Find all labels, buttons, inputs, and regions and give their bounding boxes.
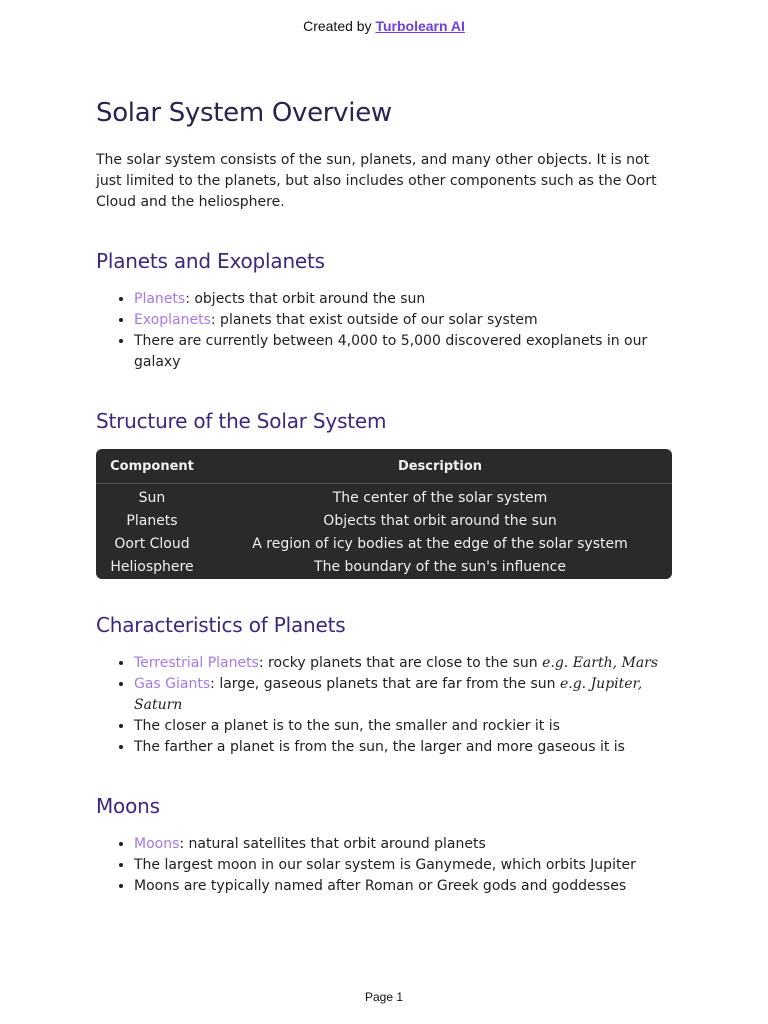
structure-table [96, 449, 672, 579]
characteristics-list [96, 653, 676, 758]
page-header [0, 18, 768, 34]
intro-paragraph: The solar system consists of the sun, planets, and many other objects. It is not just limited to the planets, but also includes other components such as the Oort Cloud and the heliosphere. [96, 152, 657, 210]
term-terrestrial-planets: Terrestrial Planets [134, 655, 259, 671]
section-heading-structure: Structure of the Solar System [96, 409, 387, 433]
list-item [134, 310, 676, 331]
list-item [134, 876, 676, 897]
table-row [96, 533, 672, 556]
turbolearn-link[interactable]: Turbolearn AI [375, 18, 465, 34]
list-item-text: : objects that orbit around the sun [185, 291, 426, 307]
moons-list [96, 834, 676, 897]
table-cell-component: Oort Cloud [114, 536, 190, 552]
list-item [134, 855, 676, 876]
table-cell-component: Planets [126, 513, 178, 529]
column-header-component: Component [96, 449, 208, 484]
list-item-text: There are currently between 4,000 to 5,000 discovered exoplanets in our galaxy [134, 333, 648, 370]
term-moons: Moons [134, 836, 180, 852]
table-cell-description: The center of the solar system [332, 490, 548, 506]
table-cell-component: Sun [138, 490, 166, 506]
column-header-description: Description [208, 449, 672, 484]
math-example: e.g. Jupiter, Saturn [134, 676, 643, 713]
list-item-text: The farther a planet is from the sun, the larger and more gaseous it is [134, 739, 625, 755]
table-cell-component: Heliosphere [110, 559, 194, 575]
list-item-text: Moons are typically named after Roman or Greek gods and goddesses [134, 878, 627, 894]
list-item-text: : rocky planets that are close to the sun [258, 655, 543, 671]
list-item-text: : natural satellites that orbit around planets [179, 836, 486, 852]
list-item [134, 289, 676, 310]
section-heading-moons: Moons [96, 794, 160, 818]
section-heading-planets: Planets and Exoplanets [96, 249, 325, 273]
term-exoplanets: Exoplanets [134, 312, 211, 328]
table-row [96, 510, 672, 533]
table-cell-description: Objects that orbit around the sun [323, 513, 557, 529]
list-item [134, 331, 676, 373]
table-header-row [96, 449, 672, 484]
header-prefix: Created by [303, 18, 376, 34]
document-content [96, 98, 676, 933]
list-item [134, 653, 676, 674]
list-item-text: : large, gaseous planets that are far from the sun [210, 676, 560, 692]
table-cell-description: The boundary of the sun's influence [314, 559, 566, 575]
term-gas-giants: Gas Giants [134, 676, 211, 692]
list-item-text: The largest moon in our solar system is Ganymede, which orbits Jupiter [134, 857, 636, 873]
planets-list [96, 289, 676, 373]
list-item [134, 737, 676, 758]
term-planets: Planets [134, 291, 186, 307]
page-title: Solar System Overview [96, 98, 392, 128]
list-item [134, 716, 676, 737]
list-item-text: : planets that exist outside of our solar system [210, 312, 538, 328]
table-row [96, 484, 672, 510]
list-item [134, 674, 676, 716]
section-heading-characteristics: Characteristics of Planets [96, 613, 346, 637]
table-cell-description: A region of icy bodies at the edge of the solar system [252, 536, 628, 552]
page-number: Page 1 [364, 990, 404, 1004]
list-item [134, 834, 676, 855]
math-example: e.g. Earth, Mars [542, 655, 659, 671]
page-footer [0, 990, 768, 1004]
list-item-text: The closer a planet is to the sun, the smaller and rockier it is [134, 718, 560, 734]
table-row [96, 556, 672, 579]
